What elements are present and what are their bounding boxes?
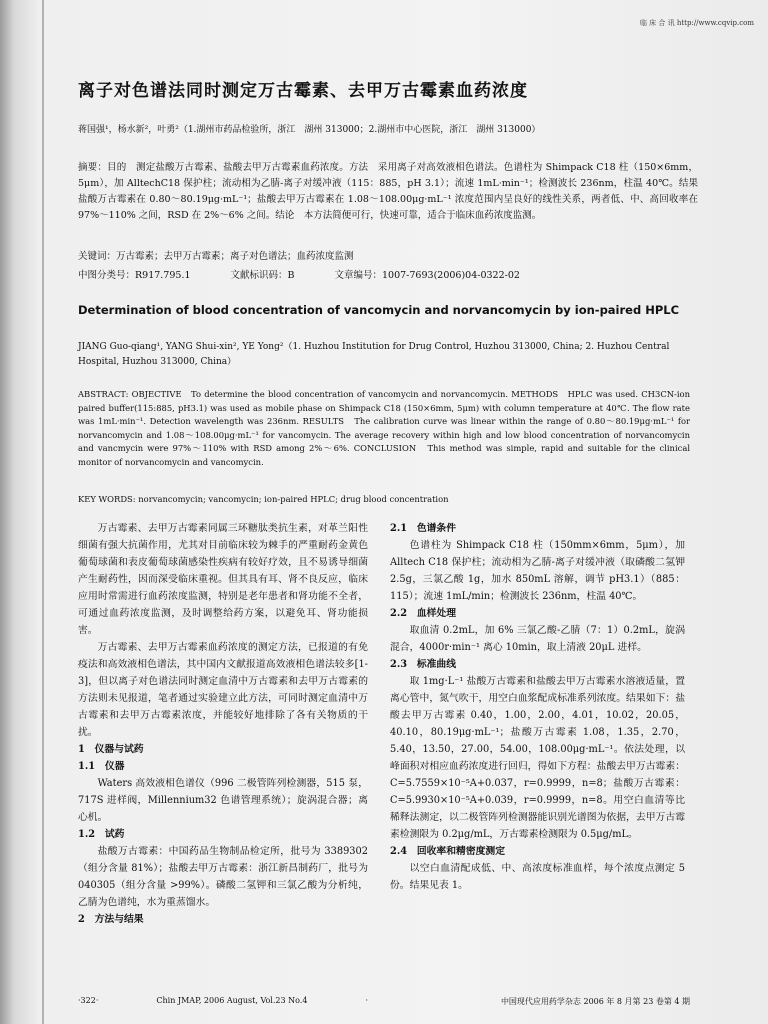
header-watermark: 临 床 合 讯 http://www.cqvip.com — [639, 19, 754, 27]
calibration-paragraph: 取 1mg·L⁻¹ 盐酸万古霉素和盐酸去甲万古霉素水溶液适量，置离心管中，氮气吹干，用空白血浆配成标准系列浓度。结果如下：盐酸去甲万古霉素 0.40，1.00，2.00，4.01，10.02，20.05，40.10，80.19μg·mL⁻¹；盐酸万古霉素 1.08，1.35，2.70，5.40，13.50，27.00，54.00，108.00μg·mL⁻¹。依法处理，以峰面积对相应血药浓度进行回归，得如下方程：盐酸去甲万古霉素：C=5.7559×10⁻⁵A+0.037，r=0.9999，n=8；盐酸万古霉素：C=5.9930×10⁻⁵A+0.039，r=0.9999，n=8。用空白血清等比稀释法测定，以二极管阵列检测器能识别光谱图为依据，去甲万古霉素检测限为 0.2μg/mL，万古霉素检测限为 0.5μg/mL。 — [390, 676, 685, 840]
english-keywords: KEY WORDS: norvancomycin; vancomycin; ion-paired HPLC; drug blood concentration — [78, 494, 449, 504]
section-heading: 2 方法与结果 — [78, 914, 144, 925]
keywords-cn: 关键词：万古霉素；去甲万古霉素；离子对色谱法；血药浓度监测 — [78, 251, 354, 262]
binding-gutter — [42, 0, 44, 1024]
document-code: 文献标识码：B — [230, 270, 295, 281]
subsection-heading: 2.4 回收率和精密度测定 — [390, 846, 506, 857]
subsection-heading: 1.2 试药 — [78, 829, 125, 840]
clc-number: 中图分类号：R917.795.1 — [78, 270, 191, 281]
english-abstract: ABSTRACT: OBJECTIVE To determine the blood concentration of vancomycin and norvancomycin. METHODS HPLC was used. CH3CN-ion paired buffer(115:885, pH3.1) was used as mobile phase on Shimpack C18 (150×6mm, 5μm) with column temperature at 40℃. The flow rate was 1mL·min⁻¹. Detection wavelength was 236nm. RESULTS The calibration curve was linear within the range of 0.80～80.19μg·mL⁻¹ for norvancomycin and 1.08～108.00μg·mL⁻¹ for vancomycin. The average recovery within high and low blood concentration of norvancomycin and vancmycin were 97%～110% with RSD among 2%～6%. CONCLUSION This method was simple, rapid and suitable for the clinical monitor of norvancomycin and vancomycin. — [78, 389, 690, 467]
reagents-paragraph: 盐酸万古霉素：中国药品生物制品检定所，批号为 3389302（组分含量 81%）；盐酸去甲万古霉素：浙江新昌制药厂，批号为 040305（组分含量 >99%）。磷酸二氢钾和三氯乙酸为分析纯，乙腈为色谱纯，水为重蒸馏水。 — [78, 846, 368, 908]
chromatography-paragraph: 色谱柱为 Shimpack C18 柱（150mm×6mm，5μm），加 Alltech C18 保护柱；流动相为乙腈-离子对缓冲液（取磷酸二氢钾 2.5g，三氯乙酸 1g，加水 850mL 溶解，调节 pH3.1）（885：115）；流速 1mL/min；检测波长 236nm，柱温 40℃。 — [390, 540, 685, 602]
article-number: 文章编号：1007-7693(2006)04-0322-02 — [334, 270, 520, 281]
english-authors: JIANG Guo-qiang¹, YANG Shui-xin², YE Yong²（1. Huzhou Institution for Drug Control, Huzhou 313000, China; 2. Huzhou Central Hospital, Huzhou 313000, China） — [78, 342, 670, 367]
body-column-right — [390, 520, 685, 894]
subsection-heading: 1.1 仪器 — [78, 761, 125, 772]
intro-paragraph-2: 万古霉素、去甲万古霉素血药浓度的测定方法，已报道的有免疫法和高效液相色谱法，其中国内文献报道高效液相色谱法较多[1-3]，但以离子对色谱法同时测定血清中万古霉素和去甲万古霉素的方法则未见报道，笔者通过实验建立此方法，可同时测定血清中万古霉素和去甲万古霉素浓度，并能较好地排除了各有关物质的干扰。 — [78, 642, 368, 738]
subsection-heading: 2.1 色谱条件 — [390, 523, 457, 534]
classification-line — [78, 267, 698, 281]
author-line: 蒋国强¹，杨水新²，叶勇²（1.湖州市药品检验所，浙江 湖州 313000；2.湖州市中心医院，浙江 湖州 313000） — [78, 125, 541, 135]
sample-prep-paragraph: 取血清 0.2mL，加 6% 三氯乙酸-乙腈（7：1）0.2mL，旋涡混合，4000r·min⁻¹ 离心 10min，取上清液 20μL 进样。 — [390, 625, 685, 653]
page-number: ·322· — [78, 996, 99, 1005]
subsection-heading: 2.3 标准曲线 — [390, 659, 457, 670]
english-title: Determination of blood concentration of vancomycin and norvancomycin by ion-paired HPLC — [78, 303, 680, 317]
article-title: 离子对色谱法同时测定万古霉素、去甲万古霉素血药浓度 — [78, 81, 528, 101]
journal-citation-cn: 中国现代应用药学杂志 2006 年 8 月第 23 卷第 4 期 — [500, 997, 690, 1006]
journal-citation-en: Chin JMAP, 2006 August, Vol.23 No.4 — [156, 996, 308, 1005]
section-heading: 1 仪器与试药 — [78, 744, 144, 755]
footer-dot: · — [365, 996, 368, 1005]
abstract-cn: 摘要：目的 测定盐酸万古霉素、盐酸去甲万古霉素血药浓度。方法 采用离子对高效液相色谱法。色谱柱为 Shimpack C18 柱（150×6mm，5μm），加 AlltechC18 保护柱；流动相为乙腈-离子对缓冲液（115：885，pH 3.1）；流速 1mL·min⁻¹；检测波长 236nm，柱温 40℃。结果 盐酸万古霉素在 0.80～80.19μg·mL⁻¹；盐酸去甲万古霉素在 1.08～108.00μg·mL⁻¹ 浓度范围内呈良好的线性关系，两者低、中、高回收率在 97%～110% 之间，RSD 在 2%～6% 之间。结论 本方法简便可行，快速可靠，适合于临床血药浓度监测。 — [78, 162, 708, 221]
subsection-heading: 2.2 血样处理 — [390, 608, 457, 619]
instruments-paragraph: Waters 高效液相色谱仪（996 二极管阵列检测器，515 泵，717S 进样阀，Millennium32 色谱管理系统）；旋涡混合器；离心机。 — [78, 778, 368, 823]
footer-left — [78, 996, 368, 1005]
body-column-left — [78, 520, 368, 928]
recovery-paragraph: 以空白血清配成低、中、高浓度标准血样，每个浓度点测定 5 份。结果见表 1。 — [390, 863, 685, 891]
intro-paragraph-1: 万古霉素、去甲万古霉素同属三环糖肽类抗生素，对革兰阳性细菌有强大抗菌作用，尤其对目前临床较为棘手的严重耐药金黄色葡萄球菌和表皮葡萄球菌感染性疾病有较好疗效，且不易诱导细菌产生耐药性，因而深受临床重视。但其具有耳、肾不良反应，临床应用时常需进行血药浓度监测，特别是老年患者和肾功能不全者，可通过血药浓度监测，及时调整给药方案，以避免耳、肾功能损害。 — [78, 523, 368, 636]
